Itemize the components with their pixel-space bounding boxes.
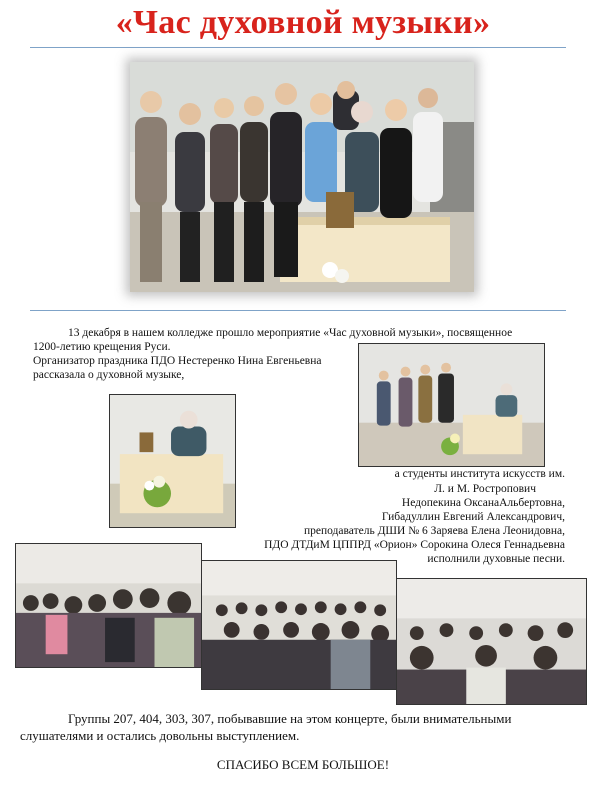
audience-photo-center <box>201 560 397 690</box>
singers-photo <box>358 343 545 467</box>
thanks-line: СПАСИБО ВСЕМ БОЛЬШОЕ! <box>216 757 390 772</box>
audience-photo-left <box>15 543 202 668</box>
top-divider <box>30 47 566 48</box>
performers-line-6: ПДО ДТДиМ ЦППРД «Орион» Сорокина Олеся Геннадьевна <box>264 539 565 551</box>
performers-line-1: а студенты института искусств им. <box>394 468 565 480</box>
group-photo <box>130 62 474 292</box>
middle-divider <box>30 310 566 311</box>
closing-paragraph: Группы 207, 404, 303, 307, побывавшие на этом концерте, были внимательными слушателями и остались довольны выступлением. <box>20 711 512 743</box>
performers-line-5: преподаватель ДШИ № 6 Заряева Елена Леонидовна, <box>303 525 565 537</box>
page-title: «Час духовной музыки» <box>115 4 491 41</box>
performers-line-4: Гибадуллин Евгений Александрович, <box>381 511 565 523</box>
intro-line-4: рассказала о духовной музыке, <box>33 369 185 381</box>
performers-line-7: исполнили духовные песни. <box>427 553 565 565</box>
intro-line-3: Организатор праздника ПДО Нестеренко Нина Евгеньевна <box>33 355 322 367</box>
intro-line-2: 1200-летию крещения Руси. <box>33 341 171 353</box>
performers-line-2: Л. и М. Ростропович <box>434 483 536 495</box>
audience-photo-right <box>396 578 587 705</box>
speaker-photo <box>109 394 236 528</box>
intro-line-1: 13 декабря в нашем колледже прошло мероприятие «Час духовной музыки», посвященное <box>68 327 513 339</box>
performers-line-3: Недопекина ОксанаАльбертовна, <box>401 497 565 509</box>
